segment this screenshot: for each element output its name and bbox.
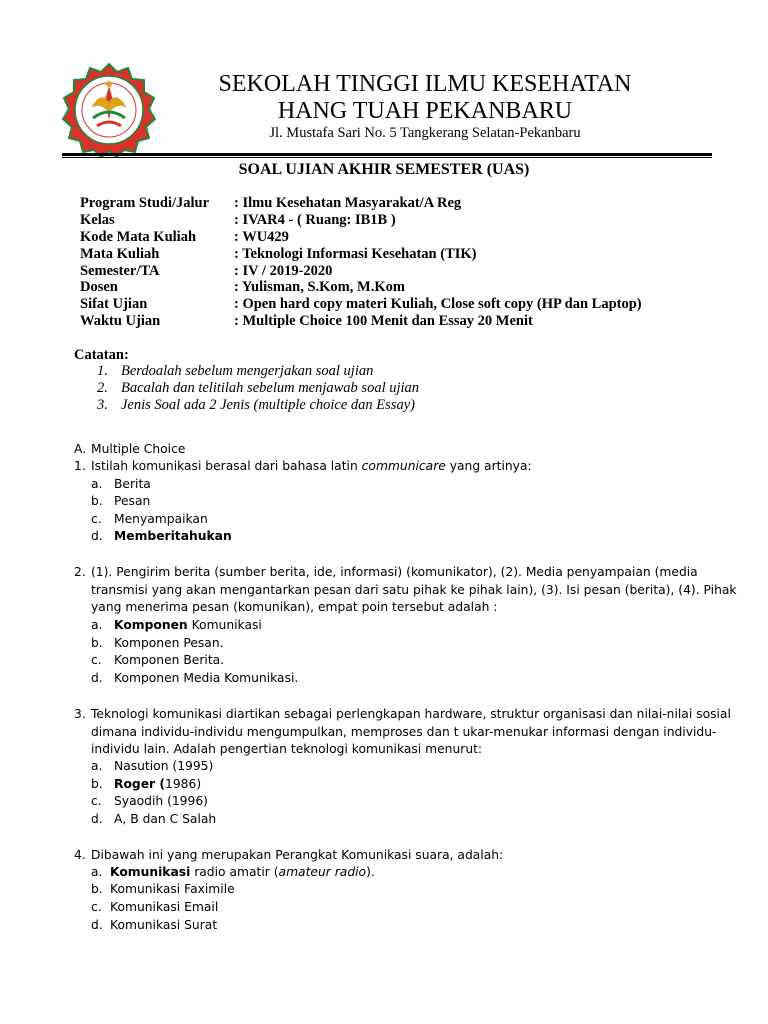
option-letter: b. [91, 636, 103, 650]
info-label: Program Studi/Jalur [80, 195, 210, 211]
info-row-semester [80, 263, 642, 280]
option-text: Komunikasi Faximile [110, 882, 235, 896]
option-text-bold: Komponen [114, 618, 188, 632]
info-label: Kelas [80, 211, 115, 228]
institution-address: Jl. Mustafa Sari No. 5 Tangkerang Selatan-Pekanbaru [269, 125, 581, 141]
note-item [97, 380, 419, 397]
answer-option [91, 776, 201, 794]
answer-option [91, 635, 224, 653]
info-row-sifat [80, 296, 642, 313]
question-2 [74, 564, 737, 617]
section-heading [74, 441, 185, 459]
question-text-italic: communicare [361, 459, 446, 473]
header-divider-thin [62, 157, 712, 158]
option-letter: d. [91, 918, 103, 932]
option-letter: a. [91, 865, 103, 879]
info-value: : IV / 2019-2020 [234, 262, 333, 279]
institution-logo-icon [61, 62, 157, 158]
option-letter: c. [91, 794, 102, 808]
option-letter: d. [91, 812, 103, 826]
question-4 [74, 847, 503, 865]
institution-name-line1: SEKOLAH TINGGI ILMU KESEHATAN [218, 71, 632, 97]
info-value: : WU429 [234, 228, 289, 245]
note-text: Berdoalah sebelum mengerjakan soal ujian [121, 363, 374, 379]
answer-option [91, 864, 375, 882]
option-text: Berita [114, 477, 151, 491]
question-text: individu lain. Adalah pengertian teknologi komunikasi menurut: [91, 742, 483, 757]
note-number: 2. [97, 380, 108, 396]
answer-option [91, 917, 217, 935]
notes-heading: Catatan: [74, 347, 129, 363]
option-letter: d. [91, 671, 103, 685]
option-text-italic: amateur radio [278, 865, 367, 879]
question-text: Teknologi komunikasi diartikan sebagai perlengkapan hardware, struktur organisasi dan nilai-nilai sosial [91, 707, 731, 721]
question-text: transmisi yang akan mengantarkan pesan dari satu pihak ke pihak lain), (3). Isi pesan (berita), (4). Pihak [91, 582, 737, 597]
option-text: Komponen Media Komunikasi. [114, 671, 299, 685]
option-letter: c. [91, 512, 102, 526]
info-row-program [80, 195, 642, 212]
answer-option [91, 811, 216, 829]
info-label: Kode Mata Kuliah [80, 228, 197, 245]
note-item [97, 363, 373, 380]
option-letter: c. [91, 653, 102, 667]
info-label: Semester/TA [80, 262, 160, 279]
option-letter: a. [91, 759, 103, 773]
info-row-matakuliah [80, 246, 642, 263]
info-label: Waktu Ujian [80, 313, 161, 330]
exam-info-table [80, 195, 642, 330]
note-number: 1. [97, 363, 108, 379]
question-1 [74, 458, 532, 476]
option-letter: b. [91, 494, 103, 508]
info-value: : Multiple Choice 100 Menit dan Essay 20 Menit [234, 313, 533, 330]
answer-option [91, 670, 298, 688]
note-text: Jenis Soal ada 2 Jenis (multiple choice dan Essay) [121, 397, 415, 413]
answer-option [91, 617, 262, 635]
option-text: Komponen Pesan. [114, 636, 224, 650]
option-text: Menyampaikan [114, 512, 208, 526]
option-text: Komunikasi Surat [110, 918, 218, 932]
option-text: Pesan [114, 494, 151, 508]
question-text: Istilah komunikasi berasal dari bahasa latin [91, 459, 362, 473]
option-text: Nasution (1995) [114, 759, 214, 773]
institution-name-line2: HANG TUAH PEKANBARU [277, 98, 573, 124]
info-value: : Open hard copy materi Kuliah, Close soft copy (HP dan Laptop) [234, 296, 642, 313]
info-value: : Teknologi Informasi Kesehatan (TIK) [234, 245, 477, 262]
info-row-kode [80, 229, 642, 246]
info-row-dosen [80, 279, 642, 296]
answer-option [91, 493, 150, 511]
answer-option [91, 899, 218, 917]
answer-option-highlighted [91, 528, 232, 546]
exam-title: SOAL UJIAN AKHIR SEMESTER (UAS) [238, 161, 530, 178]
answer-option [91, 652, 224, 670]
option-text: 1986) [165, 777, 202, 791]
option-text: A, B dan C Salah [114, 812, 217, 826]
answer-option [91, 758, 213, 776]
header-divider-thick [62, 153, 712, 156]
section-letter: A. [74, 442, 87, 456]
note-text: Bacalah dan telitilah sebelum menjawab soal ujian [121, 380, 420, 396]
option-letter: a. [91, 477, 103, 491]
info-row-kelas [80, 212, 642, 229]
option-text: ). [366, 865, 375, 879]
answer-option [91, 881, 235, 899]
info-value: : Ilmu Kesehatan Masyarakat/A Reg [234, 195, 462, 211]
info-value: : Yulisman, S.Kom, M.Kom [234, 279, 405, 296]
question-text: Dibawah ini yang merupakan Perangkat Komunikasi suara, adalah: [91, 848, 504, 862]
option-letter: a. [91, 618, 103, 632]
info-label: Sifat Ujian [80, 296, 148, 313]
question-number: 2. [74, 565, 86, 579]
note-item [97, 397, 415, 414]
question-text: yang menerima pesan (komunikan), empat poin tersebut adalah : [91, 600, 498, 615]
option-text: Syaodih (1996) [114, 794, 208, 808]
info-value: : IVAR4 - ( Ruang: IB1B ) [234, 211, 396, 228]
option-text: radio amatir ( [190, 865, 279, 879]
section-title: Multiple Choice [91, 442, 186, 456]
answer-option [91, 511, 208, 529]
note-number: 3. [97, 397, 108, 413]
info-label: Mata Kuliah [80, 245, 160, 262]
option-text-bold: Roger ( [114, 777, 166, 791]
info-row-waktu [80, 313, 642, 330]
option-text: Komunikasi [187, 618, 262, 632]
option-letter: b. [91, 882, 103, 896]
question-text: (1). Pengirim berita (sumber berita, ide, informasi) (komunikator), (2). Media penyampaian (media [91, 565, 698, 579]
option-letter: c. [91, 900, 102, 914]
option-text: Komunikasi Email [110, 900, 219, 914]
question-number: 1. [74, 459, 86, 473]
info-label: Dosen [80, 279, 118, 296]
answer-option [91, 793, 208, 811]
question-text: dimana individu-individu mengumpulkan, memproses dan t ukar-menukar informasi dengan individu- [91, 724, 717, 739]
option-text-bold: Komunikasi [110, 865, 191, 879]
question-3 [74, 706, 731, 759]
option-letter: b. [91, 777, 103, 791]
question-number: 4. [74, 848, 86, 862]
option-text: Komponen Berita. [114, 653, 225, 667]
option-letter: d. [91, 529, 103, 543]
question-text: yang artinya: [445, 459, 532, 473]
answer-option [91, 476, 151, 494]
question-number: 3. [74, 707, 86, 721]
option-text: Memberitahukan [114, 529, 232, 543]
